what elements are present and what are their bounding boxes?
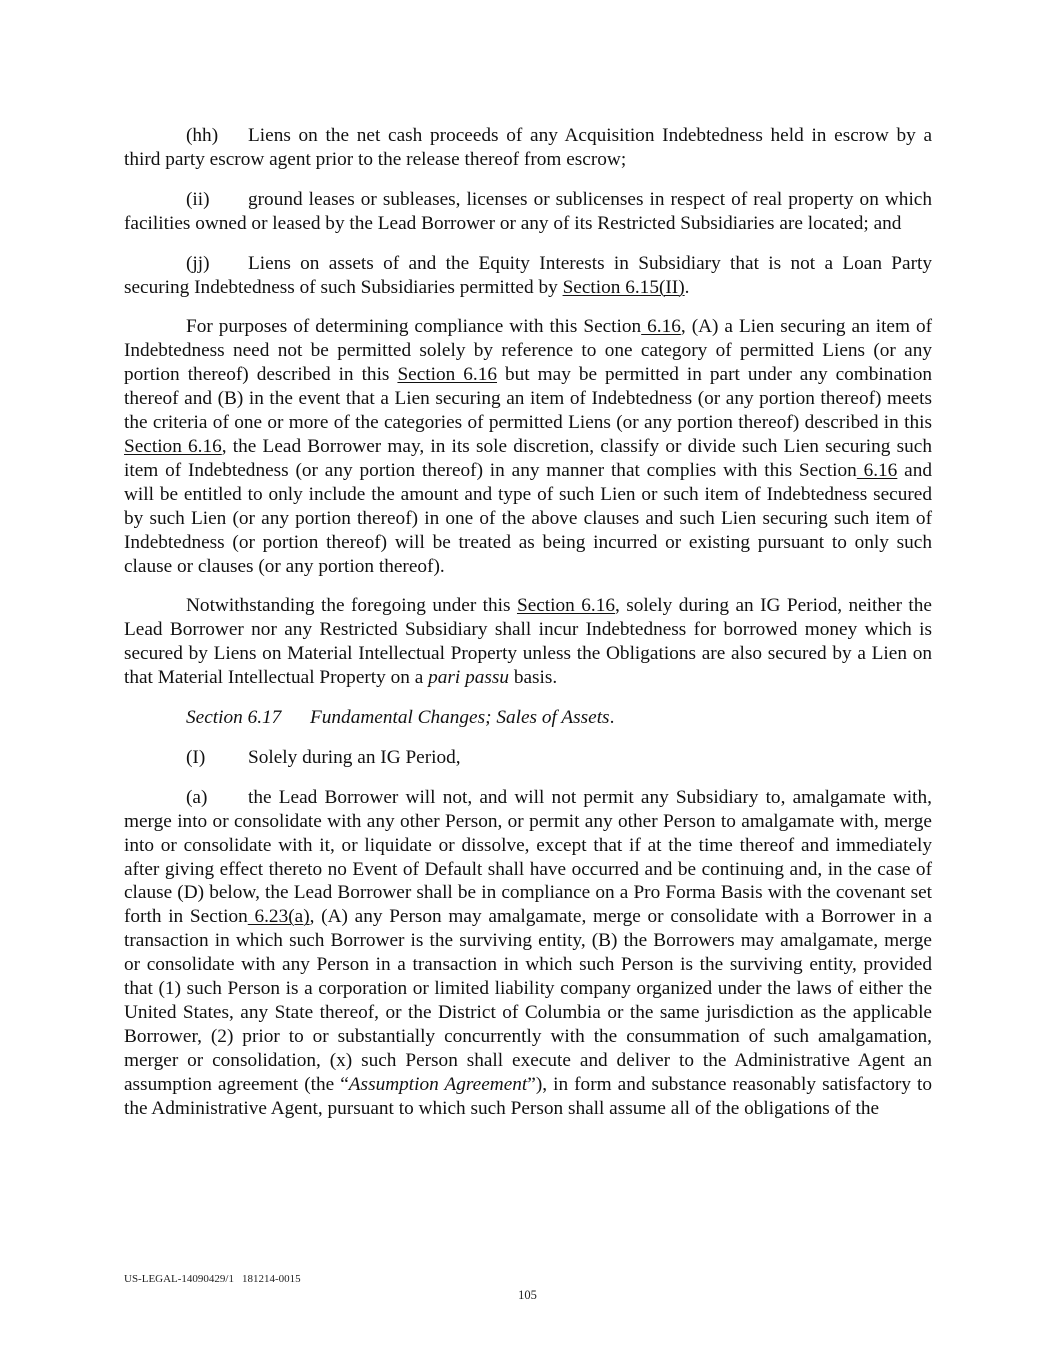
clause-a — [124, 786, 932, 1121]
body-text: Notwithstanding the foregoing under this — [186, 595, 517, 617]
paragraph-ii — [124, 188, 932, 236]
body-text: , the Lead Borrower may, in its sole discretion, classify or divide such Lien securing such item of Indebtedness (or any portion thereof) in any manner that complies with this Section — [124, 435, 932, 481]
matter-id: 181214-0015 — [242, 1273, 301, 1285]
clause-I — [124, 746, 932, 770]
clause-label: (I) — [186, 746, 206, 768]
body-text: basis. — [509, 667, 558, 689]
clause-label: (a) — [186, 786, 208, 808]
body-text: , solely during an IG Period, neither the Lead Borrower nor any Restricted Subsidiary shall incur Indebtedness for borrowed money which is secured by Liens on Material Intellectual Property unless the Obligations are also secured by a Lien on that Material Intellectual Property on a — [124, 595, 932, 689]
section-reference-link[interactable]: Section 6.16 — [516, 595, 615, 617]
clause-label: (ii) — [186, 188, 210, 210]
paragraph-jj — [124, 252, 932, 300]
section-reference-link[interactable]: Section 6.15(II) — [562, 276, 685, 298]
clause-text: ”), in form and substance reasonably satisfactory to the Administrative Agent, pursuant to which such Person shall assume all of the obligations of the — [124, 1073, 932, 1119]
page-number: 105 — [518, 1288, 537, 1302]
clause-text: Solely during an IG Period, — [248, 746, 461, 768]
clause-text: Liens on assets of and the Equity Interests in Subsidiary that is not a Loan Party securing Indebtedness of such Subsidiaries permitted by — [124, 252, 932, 298]
italic-term: pari passu — [428, 667, 510, 689]
section-reference-link[interactable]: 6.23(a) — [247, 906, 310, 928]
doc-id: US-LEGAL-14090429/1 — [124, 1273, 234, 1285]
body-text: For purposes of determining compliance with this Section — [186, 316, 642, 338]
clause-text: the Lead Borrower will not, and will not permit any Subsidiary to, amalgamate with, merge into or consolidate with any other Person, or permit any other Person to amalgamate with, merge into or consolidate with it, or liquidate or dissolve, except that if at the time thereof and immediately after giving effect thereto no Event of Default shall have occurred and be continuing and, in the case of clause (D) below, the Lead Borrower shall be in compliance on a Pro Forma Basis with the covenant set forth in Section — [124, 786, 932, 928]
section-title: Fundamental Changes; Sales of Assets — [310, 707, 610, 729]
section-heading — [124, 706, 932, 730]
defined-term: Assumption Agreement — [348, 1073, 528, 1095]
section-reference-link[interactable]: Section 6.16 — [397, 364, 498, 386]
section-reference-link[interactable]: 6.16 — [641, 316, 681, 338]
paragraph-purposes — [124, 315, 932, 578]
clause-text: , (A) any Person may amalgamate, merge or consolidate with a Borrower in a transaction in which such Borrower is the surviving entity, (B) the Borrowers may amalgamate, merge or consolidate with any Person in a transaction in which such Person is the surviving entity, provided that (1) such Person is a corporation or limited liability company organized under the laws of either the United States, any State thereof, or the District of Columbia or the same jurisdiction as the applicable Borrower, (2) prior to or substantially concurrently with the consummation of such amalgamation, merger or consolidation, (x) such Person shall execute and deliver to the Administrative Agent an assumption agreement (the “ — [124, 906, 933, 1095]
section-reference-link[interactable]: 6.16 — [856, 459, 898, 481]
clause-text: Liens on the net cash proceeds of any Acquisition Indebtedness held in escrow by a third party escrow agent prior to the release thereof from escrow; — [124, 125, 932, 170]
section-title-period: . — [609, 707, 615, 729]
body-text: and will be entitled to only include the amount and type of such Lien or such item of Indebtedness secured by such Lien (or any portion thereof) in one of the above clauses and such Lien securing such item of Indebtedness (or portion thereof) will be treated as being incurred or existing pursuant to only such clause or clauses (or any portion thereof). — [124, 459, 932, 577]
body-text: , (A) a Lien securing an item of Indebtedness need not be permitted solely by reference to one category of permitted Liens (or any portion thereof) described in this — [124, 316, 933, 386]
clause-text: . — [684, 276, 690, 298]
document-page — [124, 124, 932, 1137]
paragraph-hh — [124, 124, 932, 172]
document-footer-id — [124, 1273, 301, 1285]
clause-text: ground leases or subleases, licenses or sublicenses in respect of real property on which facilities owned or leased by the Lead Borrower or any of its Restricted Subsidiaries are located; and — [124, 188, 932, 234]
clause-label: (jj) — [186, 252, 210, 274]
section-reference-link[interactable]: Section 6.16 — [124, 435, 222, 457]
paragraph-notwithstanding — [124, 594, 932, 690]
section-number: Section 6.17 — [186, 707, 282, 729]
clause-label: (hh) — [186, 125, 219, 146]
body-text: but may be permitted in part under any combination thereof and (B) in the event that a Lien securing an item of Indebtedness (or any portion thereof) meets the criteria of one or more of the categories of permitted Liens (or any portion thereof) described in this — [124, 364, 932, 434]
